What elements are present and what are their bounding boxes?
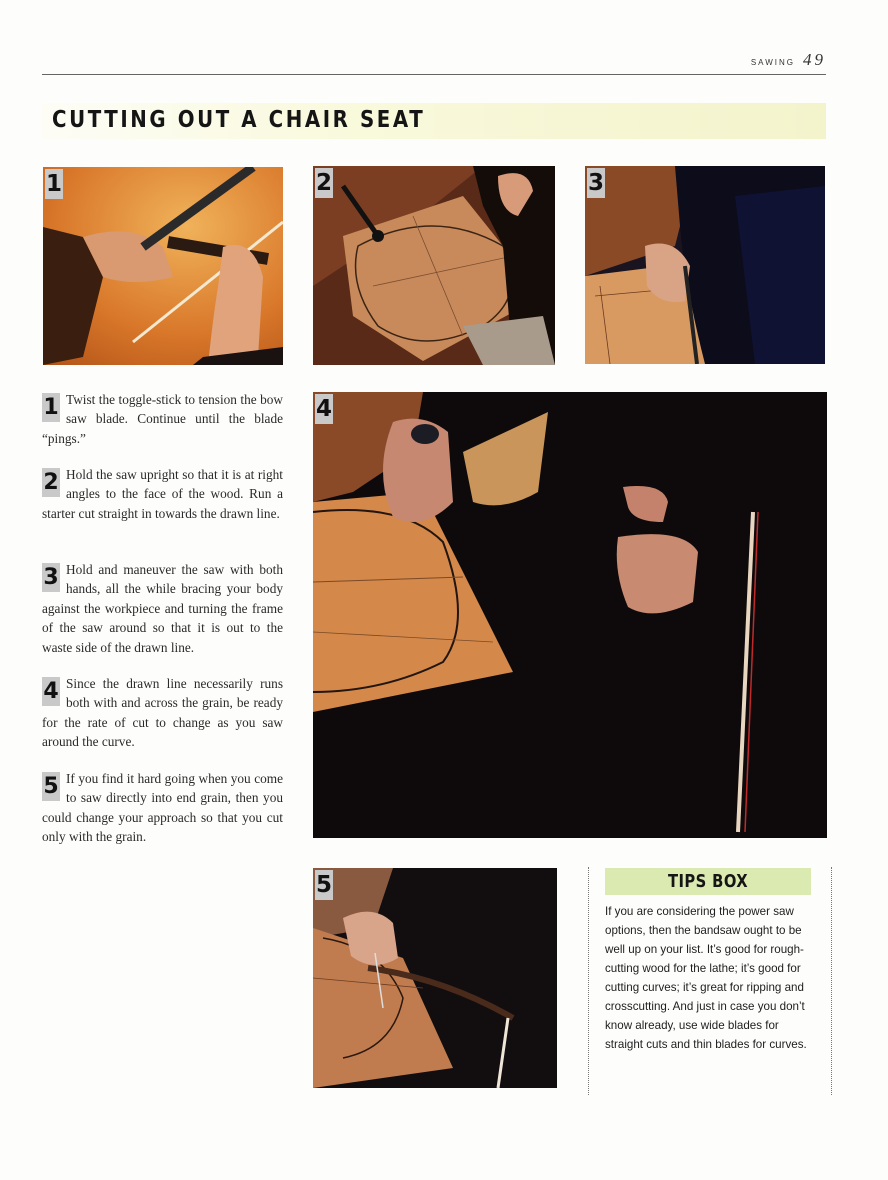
photo-number-badge: 4 (315, 396, 332, 422)
photo-saw-around-curve (313, 392, 827, 838)
tips-box (588, 867, 832, 1095)
step-text: Since the drawn line necessarily runs both with and across the grain, be ready for the rate of cut to change as you saw around the curve. (42, 676, 283, 750)
running-head (680, 50, 826, 70)
step-1 (42, 390, 283, 448)
step-number: 2 (43, 470, 59, 495)
step-number: 3 (43, 565, 59, 590)
photo-cut-with-grain (313, 868, 557, 1088)
section-label: SAWING (750, 58, 795, 67)
title-band (42, 103, 826, 139)
photo-number-badge: 1 (45, 171, 62, 197)
step-text: If you find it hard going when you come to saw directly into end grain, then you could change your approach so that you cut only with the grain. (42, 771, 283, 845)
step-5 (42, 769, 283, 847)
tips-heading: TIPS BOX (667, 871, 749, 892)
photo-starter-cut (313, 166, 555, 365)
step-text: Hold the saw upright so that it is at right angles to the face of the wood. Run a starter cut straight in towards the drawn line. (42, 467, 283, 521)
tips-body: If you are considering the power saw options, then the bandsaw ought to be well up on your list. It’s good for rough-cutting wood for the lathe; it’s good for cutting curves; it’s great for ripping and crosscutting. And just in case you don’t know already, use wide blades for straight cuts and thin blades for curves. (605, 905, 807, 1051)
photo-number-badge: 5 (315, 872, 332, 898)
photo-number-badge: 3 (587, 170, 604, 196)
step-4 (42, 674, 283, 752)
step-text: Twist the toggle-stick to tension the bow saw blade. Continue until the blade “pings.” (42, 392, 283, 446)
step-number: 5 (43, 774, 59, 799)
step-number: 4 (43, 679, 59, 704)
page-number: 49 (803, 50, 826, 69)
photo-toggle-stick (43, 167, 283, 365)
step-text: Hold and maneuver the saw with both hands, all the while bracing your body against the workpiece and turning the frame of the saw around so that it is out to the waste side of the drawn line. (42, 562, 283, 655)
photo-maneuver-saw (585, 166, 825, 364)
step-3 (42, 560, 283, 657)
step-2 (42, 465, 283, 523)
tips-heading-band (605, 868, 811, 895)
page-title: CUTTING OUT A CHAIR SEAT (52, 107, 426, 133)
step-number: 1 (43, 395, 59, 420)
header-rule (42, 74, 826, 75)
photo-number-badge: 2 (315, 170, 332, 196)
